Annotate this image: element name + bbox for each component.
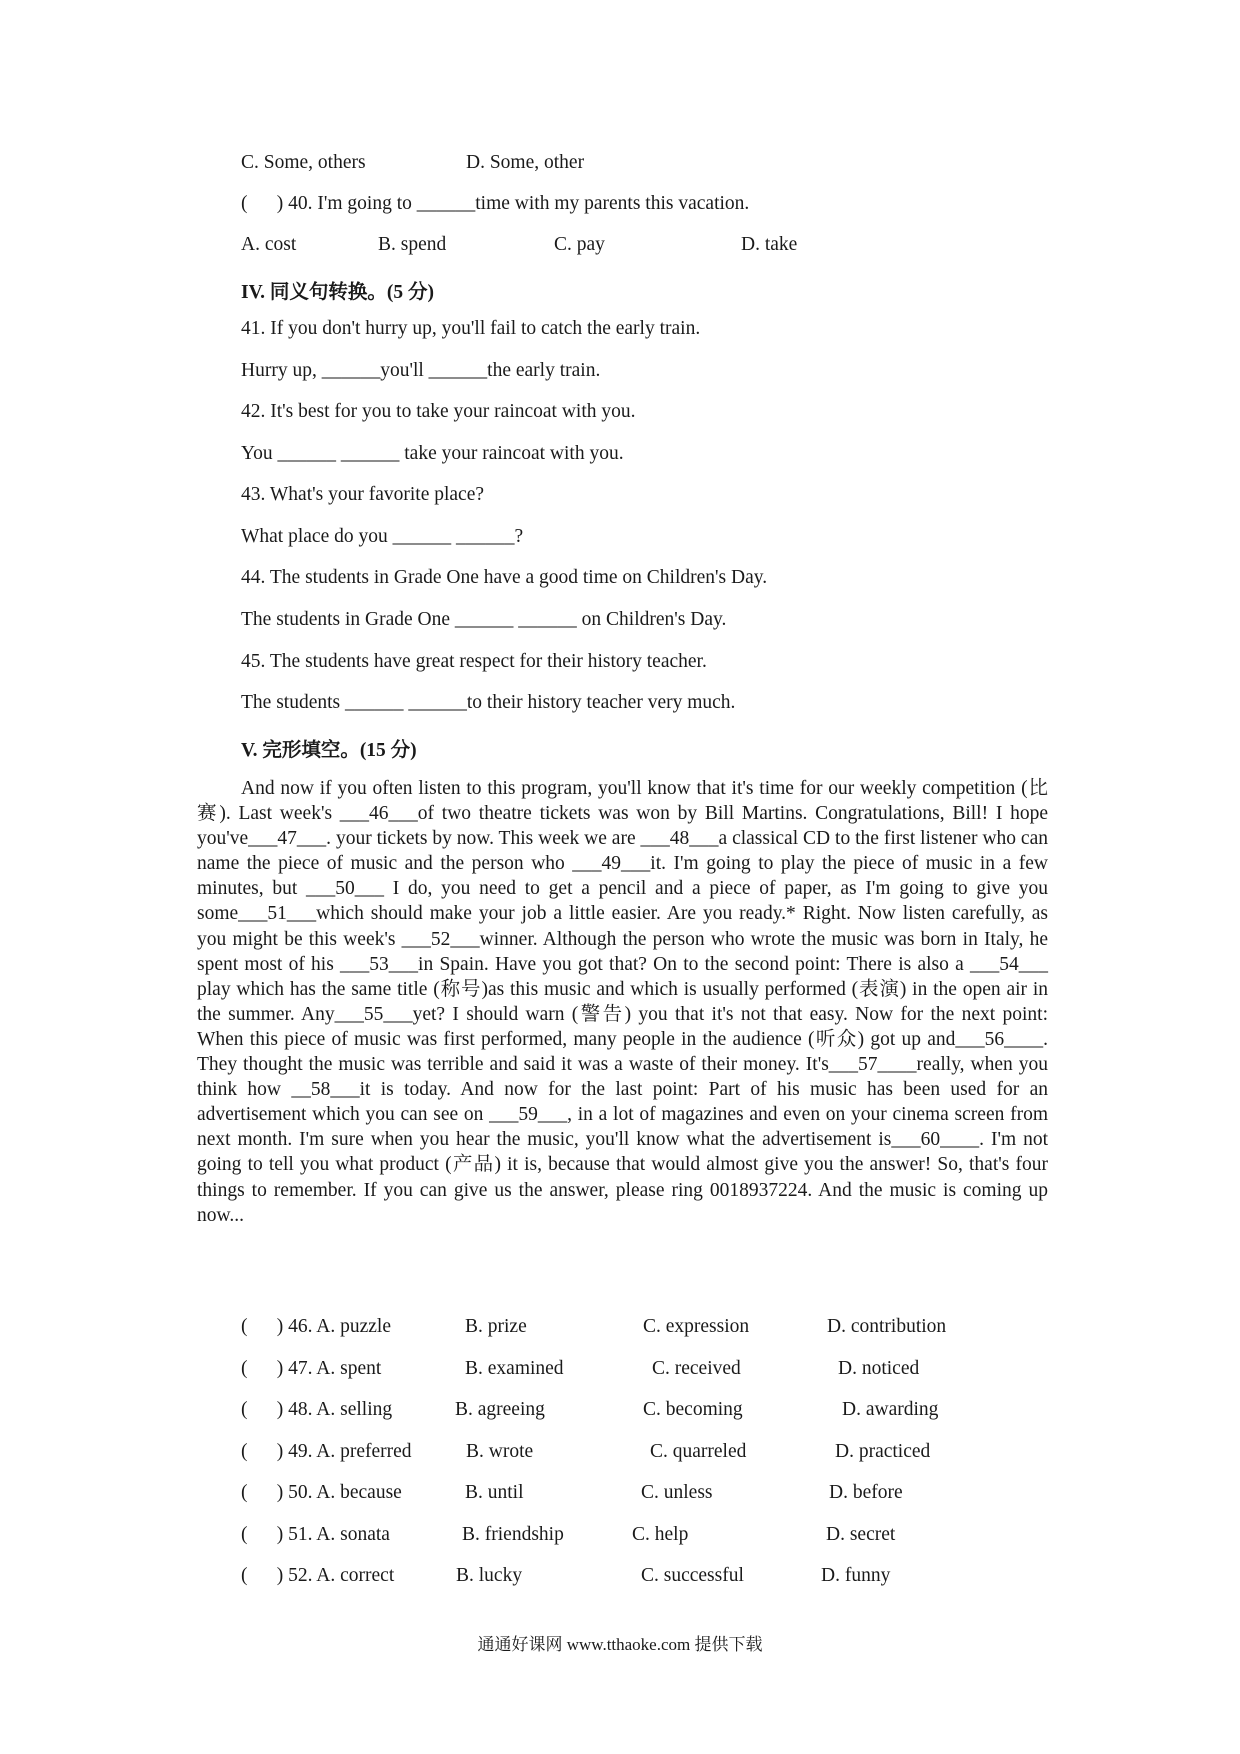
q52-option-b: B. lucky [456, 1565, 523, 1586]
q43-rewrite: What place do you ______ ______? [241, 526, 524, 547]
q47-option-c: C. received [652, 1358, 741, 1379]
q45-rewrite: The students ______ ______to their history teacher very much. [241, 692, 736, 713]
q50-option-b: B. until [465, 1482, 524, 1503]
q51-stem: ( ) 51. A. sonata [241, 1524, 390, 1545]
q48-stem: ( ) 48. A. selling [241, 1399, 393, 1420]
q44-original: 44. The students in Grade One have a good time on Children's Day. [241, 567, 768, 588]
q51-option-c: C. help [632, 1524, 689, 1545]
q40-option-d: D. take [741, 234, 798, 255]
cloze-passage: And now if you often listen to this program, you'll know that it's time for our weekly competition (比赛). Last week's ___46___of two theatre tickets was won by Bill Martins. Congratulations, Bill! I hope you've___47___. your tickets by now. This week we are ___48___a classical CD to the first listener who can name the piece of music and the person who ___49___it. I'm going to play the piece of music in a few minutes, but ___50___ I do, you need to get a pencil and a piece of paper, as I'm going to give you some___51___which should make your job a little easier. Are you ready.* Right. Now listen carefully, as you might be this week's ___52___winner. Although the person who wrote the music was born in Italy, he spent most of his ___53___in Spain. Have you got that? On to the second point: There is also a ___54___ play which has the same title (称号)as this music and which is usually performed (表演) in the open air in the summer. Any___55___yet? I should warn (警告) you that it's not that easy. Now for the next point: When this piece of music was first performed, many people in the audience (听众) got up and___56____. They thought the music was terrible and said it was a waste of their money. It's___57____really, when you think how __58___it is today. And now for the last point: Part of his music has been used for an advertisement which you can see on ___59___, in a lot of magazines and even on your cinema screen from next month. I'm sure when you hear the music, you'll know what the advertisement is___60____. I'm not going to tell you what product (产品) it is, because that would almost give you the answer! So, that's four things to remember. If you can give us the answer, please ring 0018937224. And the music is coming up now... [197, 778, 1048, 1226]
page-footer: 通通好课网 www.tthaoke.com 提供下载 [477, 1635, 763, 1654]
q41-original: 41. If you don't hurry up, you'll fail to catch the early train. [241, 318, 701, 339]
q47-stem: ( ) 47. A. spent [241, 1358, 382, 1379]
q47-option-d: D. noticed [838, 1358, 920, 1379]
q40-option-c: C. pay [554, 234, 605, 255]
q46-option-b: B. prize [465, 1316, 527, 1337]
q46-option-c: C. expression [643, 1316, 750, 1337]
q52-option-c: C. successful [641, 1565, 744, 1586]
q51-option-b: B. friendship [462, 1524, 564, 1545]
q47-option-b: B. examined [465, 1358, 564, 1379]
q46-option-d: D. contribution [827, 1316, 947, 1337]
q49-option-d: D. practiced [835, 1441, 931, 1462]
q43-original: 43. What's your favorite place? [241, 484, 485, 505]
q46-stem: ( ) 46. A. puzzle [241, 1316, 392, 1337]
q48-option-c: C. becoming [643, 1399, 743, 1420]
q48-option-d: D. awarding [842, 1399, 939, 1420]
q52-stem: ( ) 52. A. correct [241, 1565, 395, 1586]
q40-option-b: B. spend [378, 234, 447, 255]
q39-option-d: D. Some, other [466, 152, 585, 173]
section-5-heading: V. 完形填空。(15 分) [241, 740, 417, 761]
q49-option-b: B. wrote [466, 1441, 534, 1462]
q50-stem: ( ) 50. A. because [241, 1482, 402, 1503]
q39-option-c: C. Some, others [241, 152, 366, 173]
q49-option-c: C. quarreled [650, 1441, 747, 1462]
q41-rewrite: Hurry up, ______you'll ______the early train. [241, 360, 601, 381]
q44-rewrite: The students in Grade One ______ ______ on Children's Day. [241, 609, 727, 630]
q48-option-b: B. agreeing [455, 1399, 545, 1420]
q49-stem: ( ) 49. A. preferred [241, 1441, 412, 1462]
section-4-heading: IV. 同义句转换。(5 分) [241, 282, 435, 303]
q45-original: 45. The students have great respect for their history teacher. [241, 651, 707, 672]
q40-stem: ( ) 40. I'm going to ______time with my parents this vacation. [241, 193, 750, 214]
q42-rewrite: You ______ ______ take your raincoat with you. [241, 443, 624, 464]
q52-option-d: D. funny [821, 1565, 891, 1586]
q50-option-d: D. before [829, 1482, 903, 1503]
q40-option-a: A. cost [241, 234, 297, 255]
q42-original: 42. It's best for you to take your raincoat with you. [241, 401, 636, 422]
q51-option-d: D. secret [826, 1524, 896, 1545]
q50-option-c: C. unless [641, 1482, 713, 1503]
